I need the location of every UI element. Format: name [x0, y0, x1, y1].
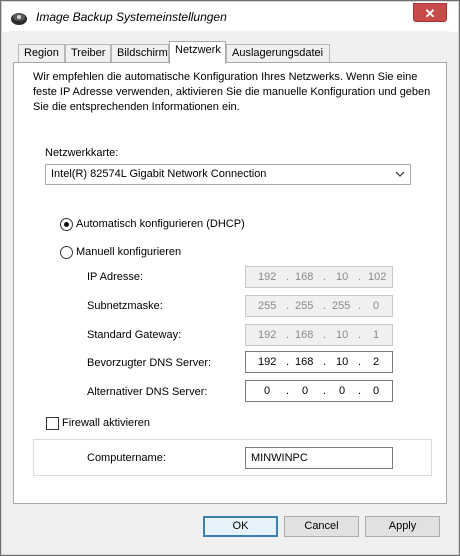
- firewall-label[interactable]: Firewall aktivieren: [62, 417, 151, 429]
- octet-separator: .: [323, 356, 327, 368]
- octet-separator: .: [358, 271, 362, 283]
- gateway-field: [245, 324, 393, 346]
- tab-auslagerungsdatei[interactable]: Auslagerungsdatei: [226, 44, 330, 63]
- tab-bildschirm[interactable]: Bildschirm: [111, 44, 169, 63]
- octet-separator: .: [323, 300, 327, 312]
- computer-name-label: Computername:: [87, 452, 166, 464]
- intro-text: Wir empfehlen die automatische Konfiguration Ihres Netzwerks. Wenn Sie eine feste IP Adresse verwenden, aktivieren Sie die manuelle Konfiguration und geben Sie die entsprechenden Informationen ein.: [33, 71, 431, 113]
- octet-separator: .: [323, 271, 327, 283]
- apply-button[interactable]: Apply: [365, 516, 440, 537]
- preferred-dns-field[interactable]: [245, 351, 393, 373]
- octet-1: 255: [258, 300, 277, 312]
- octet-separator: .: [358, 329, 362, 341]
- cancel-button[interactable]: Cancel: [284, 516, 359, 537]
- octet-3[interactable]: 0: [339, 385, 346, 397]
- auto-config-label[interactable]: Automatisch konfigurieren (DHCP): [76, 218, 245, 230]
- manual-config-label[interactable]: Manuell konfigurieren: [76, 246, 182, 258]
- octet-1: 192: [258, 271, 277, 283]
- adapter-value: Intel(R) 82574L Gigabit Network Connection: [51, 168, 267, 180]
- octet-3: 10: [336, 329, 349, 341]
- alternate-dns-field[interactable]: [245, 380, 393, 402]
- network-adapter-dropdown[interactable]: [45, 164, 411, 185]
- octet-4: 0: [373, 300, 380, 312]
- firewall-checkbox[interactable]: [46, 417, 59, 430]
- octet-3: 255: [332, 300, 351, 312]
- octet-separator: .: [358, 356, 362, 368]
- octet-2: 168: [295, 329, 314, 341]
- backup-app-icon: [10, 10, 28, 26]
- octet-1[interactable]: 0: [264, 385, 271, 397]
- subnet-mask-field: [245, 295, 393, 317]
- octet-separator: .: [323, 385, 327, 397]
- octet-2: 168: [295, 271, 314, 283]
- computer-name-input[interactable]: MINWINPC: [245, 447, 393, 469]
- window-title: Image Backup Systemeinstellungen: [36, 10, 227, 24]
- ip-address-field: [245, 266, 393, 288]
- octet-1: 192: [258, 329, 277, 341]
- octet-2[interactable]: 0: [302, 385, 309, 397]
- octet-separator: .: [286, 385, 290, 397]
- octet-separator: .: [358, 300, 362, 312]
- octet-3: 10: [336, 271, 349, 283]
- tab-netzwerk[interactable]: Netzwerk: [169, 41, 226, 64]
- octet-4: 1: [373, 329, 380, 341]
- ip-address-label: IP Adresse:: [87, 271, 144, 283]
- alternate-dns-label: Alternativer DNS Server:: [87, 386, 208, 398]
- octet-4[interactable]: 2: [373, 356, 380, 368]
- octet-separator: .: [323, 329, 327, 341]
- tab-region[interactable]: Region: [18, 44, 65, 63]
- octet-separator: .: [286, 300, 290, 312]
- octet-separator: .: [286, 271, 290, 283]
- title-bar[interactable]: [2, 2, 458, 32]
- gateway-label: Standard Gateway:: [87, 329, 182, 341]
- octet-separator: .: [286, 329, 290, 341]
- subnet-mask-label: Subnetzmaske:: [87, 300, 163, 312]
- manual-config-radio[interactable]: [60, 246, 73, 259]
- chevron-down-icon: [394, 168, 406, 180]
- octet-separator: .: [286, 356, 290, 368]
- auto-config-radio[interactable]: [60, 218, 73, 231]
- ok-button[interactable]: OK: [203, 516, 278, 537]
- preferred-dns-label: Bevorzugter DNS Server:: [87, 357, 212, 369]
- octet-3[interactable]: 10: [336, 356, 349, 368]
- tab-treiber[interactable]: Treiber: [65, 44, 111, 63]
- octet-2[interactable]: 168: [295, 356, 314, 368]
- octet-4: 102: [368, 271, 387, 283]
- octet-4[interactable]: 0: [373, 385, 380, 397]
- octet-1[interactable]: 192: [258, 356, 277, 368]
- octet-separator: .: [358, 385, 362, 397]
- adapter-label: Netzwerkkarte:: [45, 147, 119, 159]
- octet-2: 255: [295, 300, 314, 312]
- close-icon[interactable]: ✕: [413, 3, 447, 22]
